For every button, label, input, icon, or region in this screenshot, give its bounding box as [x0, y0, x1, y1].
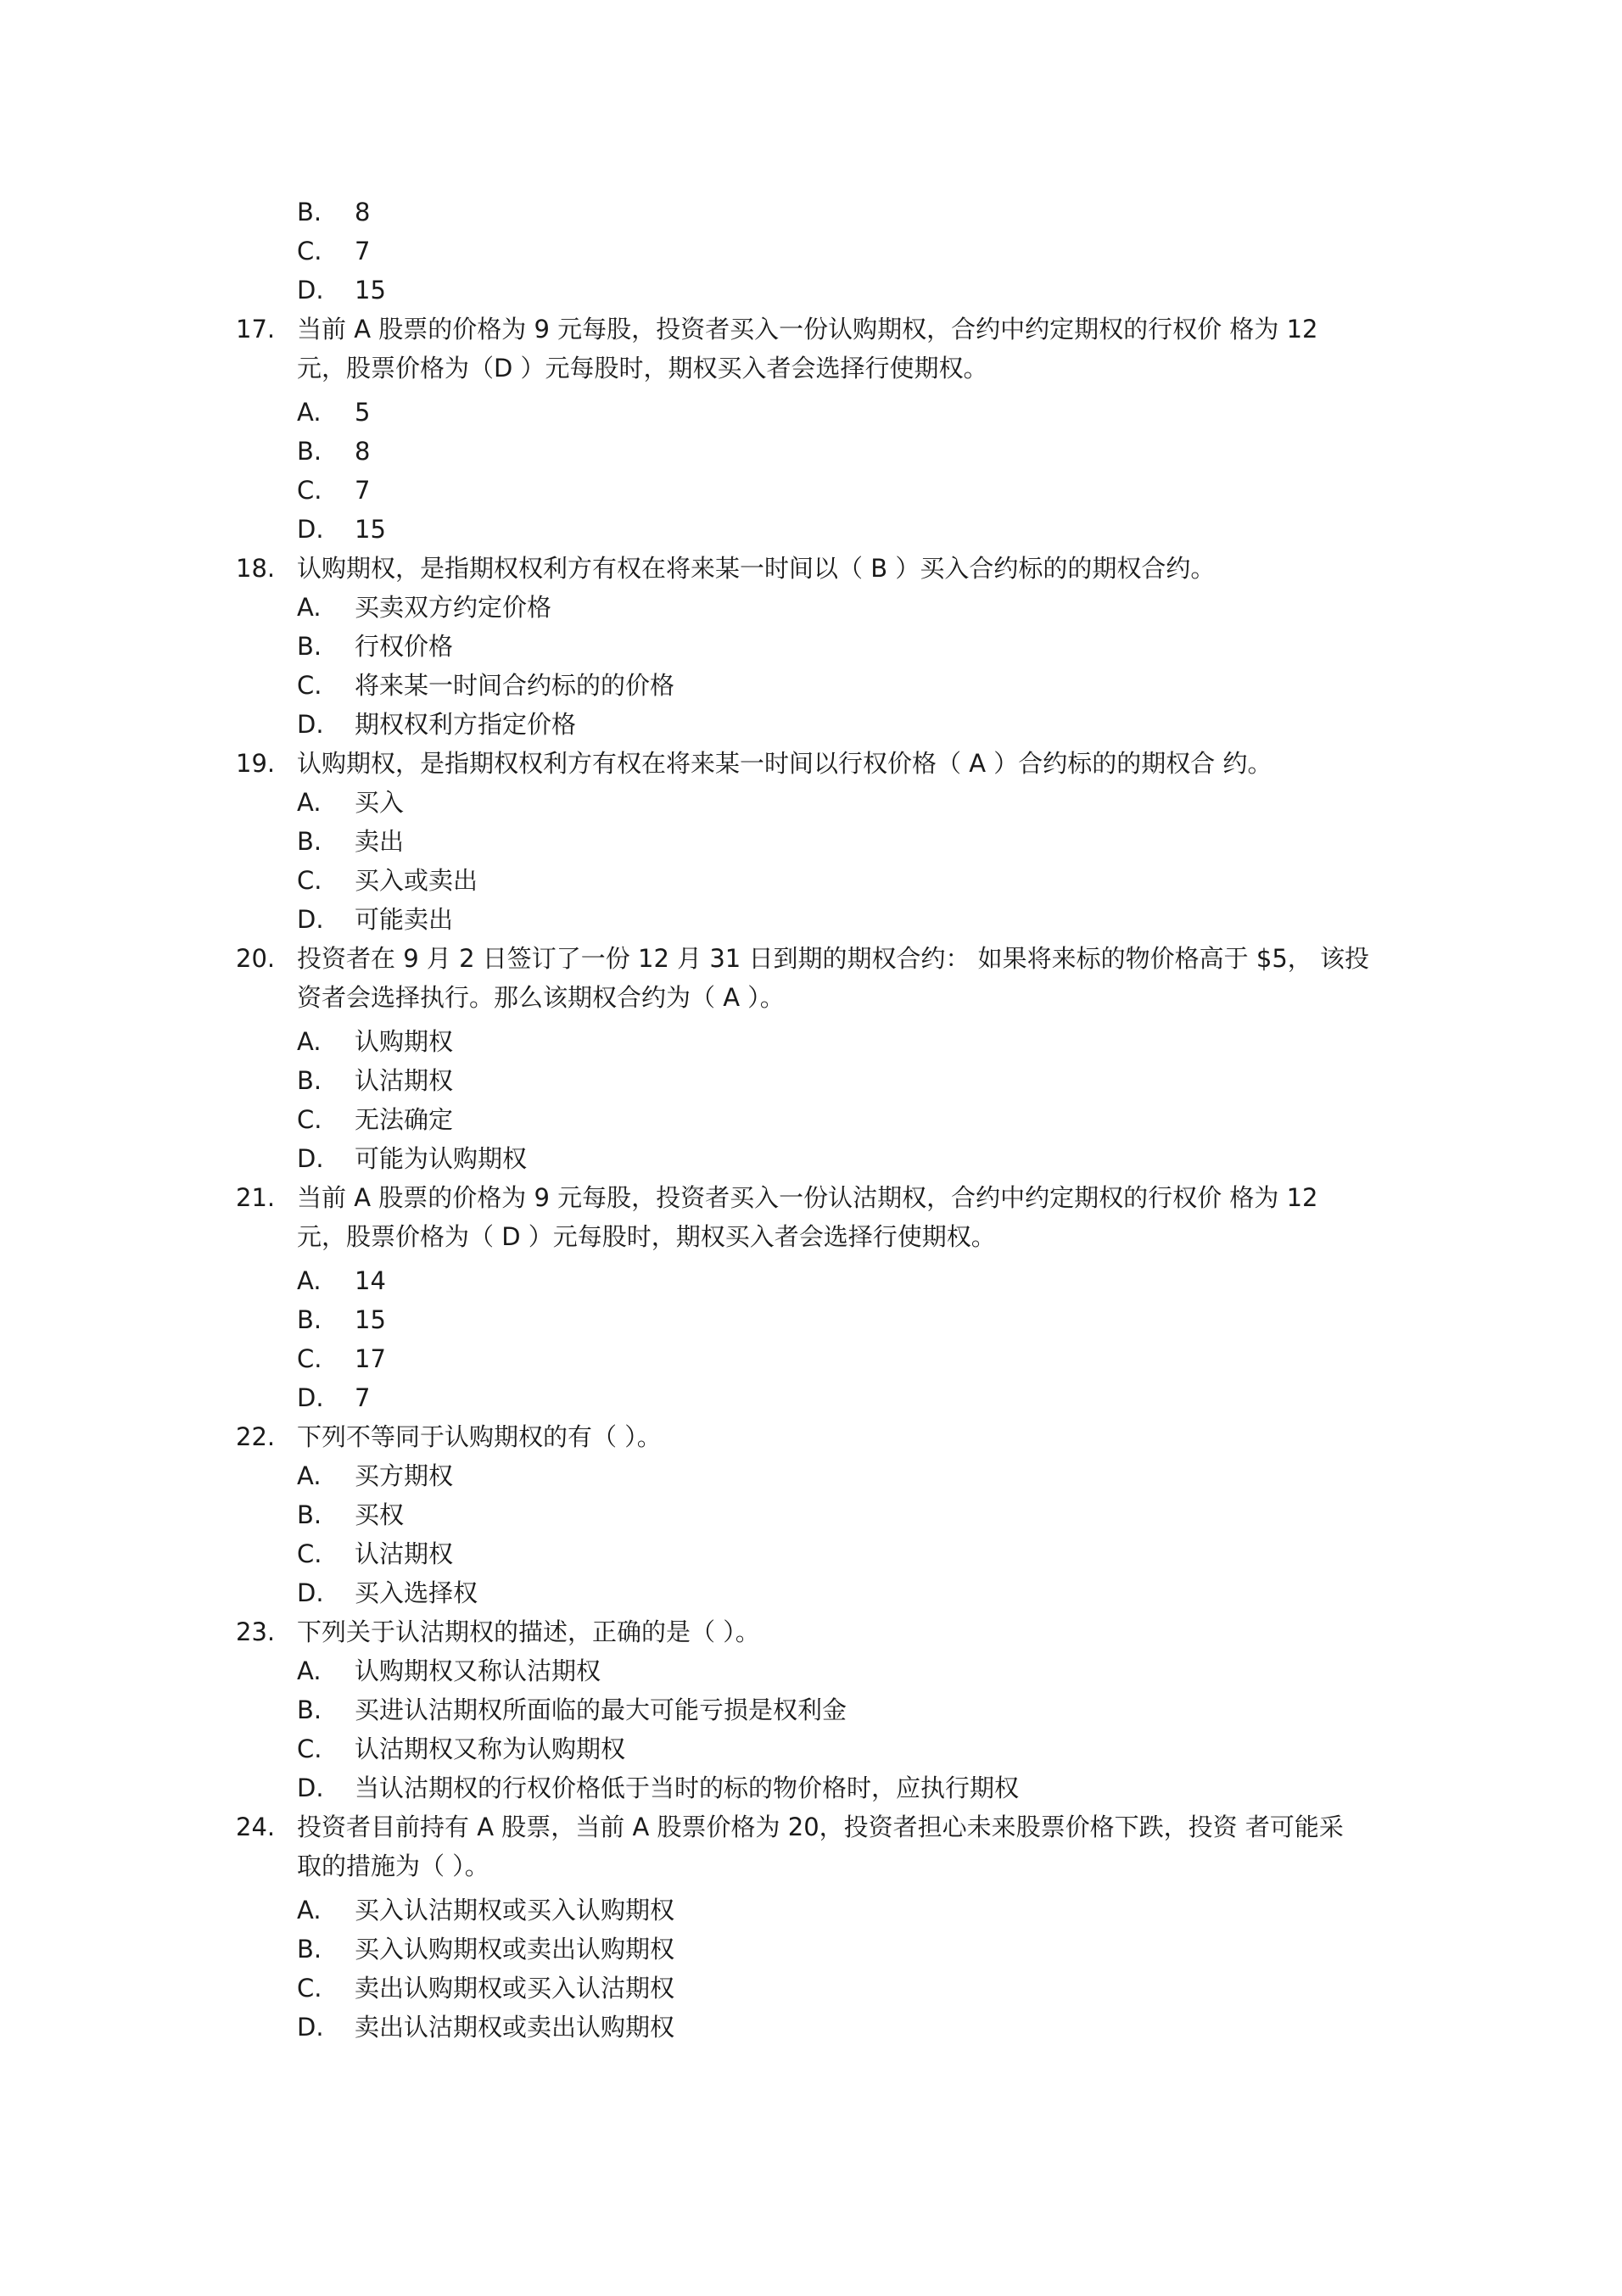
option-text: 8 [355, 198, 371, 226]
question-item [236, 939, 1398, 1178]
option-letter: D. [297, 2013, 324, 2042]
answer-option [236, 271, 1398, 310]
option-text: 卖出认沽期权或卖出认购期权 [355, 2013, 675, 2042]
option-letter: C. [297, 671, 322, 700]
question-number: 20. [236, 944, 276, 973]
answer-option [236, 1768, 1398, 1807]
answer-option [236, 1651, 1398, 1690]
option-letter: C. [297, 1735, 322, 1763]
option-letter: B. [297, 1500, 322, 1529]
option-letter: A. [297, 1266, 322, 1295]
question-text-line: 认购期权，是指期权权利方有权在将来某一时间以（ B ）买入合约标的的期权合约。 [297, 554, 1216, 583]
question-text-line: 下列不等同于认购期权的有（ ）。 [297, 1422, 662, 1451]
option-text: 买卖双方约定价格 [355, 593, 552, 622]
option-text: 将来某一时间合约标的的价格 [355, 671, 675, 700]
option-text: 买入或卖出 [355, 866, 478, 895]
question-item [236, 744, 1398, 939]
question-text-line: 当前 A 股票的价格为 9 元每股，投资者买入一份认沽期权，合约中约定期权的行权价 格为 12 [297, 1183, 1318, 1212]
option-letter: D. [297, 905, 324, 934]
answer-option [236, 1891, 1398, 1930]
option-letter: C. [297, 1539, 322, 1568]
question-text-line: 当前 A 股票的价格为 9 元每股，投资者买入一份认购期权，合约中约定期权的行权价 格为 12 [297, 315, 1318, 344]
answer-option [236, 900, 1398, 939]
question-stem [236, 1807, 1398, 1885]
answer-option [236, 193, 1398, 232]
answer-option [236, 1729, 1398, 1768]
answer-option [236, 822, 1398, 861]
option-letter: B. [297, 1305, 322, 1334]
option-text: 当认沽期权的行权价格低于当时的标的物价格时，应执行期权 [355, 1774, 1020, 1802]
option-letter: C. [297, 1974, 322, 2003]
option-text: 15 [355, 276, 386, 304]
option-text: 买入认沽期权或买入认购期权 [355, 1896, 675, 1925]
question-stem [236, 310, 1398, 388]
option-text: 买权 [355, 1500, 405, 1529]
answer-option [236, 588, 1398, 627]
option-letter: C. [297, 476, 322, 505]
option-text: 认沽期权 [355, 1066, 454, 1095]
answer-option [236, 432, 1398, 471]
option-letter: D. [297, 710, 324, 739]
question-text-line: 资者会选择执行。那么该期权合约为（ A ）。 [297, 983, 785, 1012]
question-number: 21. [236, 1183, 276, 1212]
option-letter: D. [297, 276, 324, 304]
option-letter: B. [297, 1695, 322, 1724]
answer-option [236, 1261, 1398, 1300]
option-letter: A. [297, 398, 322, 427]
option-letter: D. [297, 1774, 324, 1802]
option-letter: C. [297, 866, 322, 895]
answer-option [236, 666, 1398, 705]
option-letter: B. [297, 437, 322, 466]
option-text: 无法确定 [355, 1105, 454, 1134]
question-text-line: 认购期权，是指期权权利方有权在将来某一时间以行权价格（ A ）合约标的的期权合 约。 [297, 749, 1272, 778]
option-letter: A. [297, 1027, 322, 1056]
option-text: 7 [355, 237, 371, 265]
option-text: 14 [355, 1266, 386, 1295]
question-number: 18. [236, 554, 276, 583]
question-number: 17. [236, 315, 276, 344]
answer-option [236, 1534, 1398, 1573]
question-item [236, 310, 1398, 549]
answer-option [236, 705, 1398, 744]
answer-option [236, 1339, 1398, 1378]
option-letter: A. [297, 1896, 322, 1925]
option-text: 7 [355, 476, 371, 505]
option-text: 认沽期权 [355, 1539, 454, 1568]
question-number: 22. [236, 1422, 276, 1451]
answer-option [236, 1300, 1398, 1339]
option-text: 可能为认购期权 [355, 1144, 528, 1173]
question-text-line: 投资者在 9 月 2 日签订了一份 12 月 31 日到期的期权合约： 如果将来标的物价格高于 $5， 该投 [297, 944, 1370, 973]
answer-option [236, 1690, 1398, 1729]
answer-option [236, 1456, 1398, 1495]
question-list [236, 193, 1398, 2047]
question-number: 23. [236, 1617, 276, 1646]
answer-option [236, 1573, 1398, 1612]
question-text-line: 元，股票价格为（ D ）元每股时，期权买入者会选择行使期权。 [297, 1222, 996, 1251]
answer-option [236, 783, 1398, 822]
option-letter: C. [297, 1344, 322, 1373]
question-stem [236, 744, 1398, 783]
option-letter: D. [297, 515, 324, 544]
option-letter: C. [297, 1105, 322, 1134]
answer-option [236, 627, 1398, 666]
option-text: 5 [355, 398, 371, 427]
option-text: 17 [355, 1344, 386, 1373]
option-text: 认沽期权又称为认购期权 [355, 1735, 626, 1763]
option-text: 15 [355, 515, 386, 544]
question-item [236, 1178, 1398, 1417]
option-letter: D. [297, 1578, 324, 1607]
option-text: 买方期权 [355, 1461, 454, 1490]
option-text: 可能卖出 [355, 905, 454, 934]
answer-option [236, 1495, 1398, 1534]
option-text: 8 [355, 437, 371, 466]
question-stem [236, 1612, 1398, 1651]
option-letter: B. [297, 1935, 322, 1964]
answer-option [236, 471, 1398, 510]
option-text: 买进认沽期权所面临的最大可能亏损是权利金 [355, 1695, 847, 1724]
answer-option [236, 1930, 1398, 1969]
question-text-line: 投资者目前持有 A 股票，当前 A 股票价格为 20，投资者担心未来股票价格下跌，投资 者可能采 [297, 1813, 1344, 1841]
option-letter: D. [297, 1144, 324, 1173]
question-stem [236, 549, 1398, 588]
option-text: 期权权利方指定价格 [355, 710, 577, 739]
option-text: 卖出 [355, 827, 405, 856]
question-number: 19. [236, 749, 276, 778]
question-item [236, 549, 1398, 744]
option-text: 买入认购期权或卖出认购期权 [355, 1935, 675, 1964]
option-text: 认购期权又称认沽期权 [355, 1656, 601, 1685]
option-letter: B. [297, 1066, 322, 1095]
answer-option [236, 232, 1398, 271]
option-text: 15 [355, 1305, 386, 1334]
option-letter: A. [297, 1656, 322, 1685]
answer-option [236, 1061, 1398, 1100]
option-letter: D. [297, 1383, 324, 1412]
option-text: 认购期权 [355, 1027, 454, 1056]
option-text: 行权价格 [355, 632, 454, 661]
question-stem [236, 1178, 1398, 1256]
question-stem [236, 1417, 1398, 1456]
option-letter: B. [297, 198, 322, 226]
answer-option [236, 1022, 1398, 1061]
option-letter: A. [297, 788, 322, 817]
question-item [236, 1612, 1398, 1807]
option-letter: B. [297, 632, 322, 661]
answer-option [236, 510, 1398, 549]
answer-option [236, 1378, 1398, 1417]
option-text: 买入 [355, 788, 405, 817]
answer-option [236, 1969, 1398, 2008]
answer-option [236, 393, 1398, 432]
previous-question-options [236, 193, 1398, 310]
question-text-line: 取的措施为（ ）。 [297, 1852, 489, 1880]
answer-option [236, 1139, 1398, 1178]
question-item [236, 1417, 1398, 1612]
question-number: 24. [236, 1813, 276, 1841]
option-letter: A. [297, 1461, 322, 1490]
question-item [236, 1807, 1398, 2047]
option-text: 卖出认购期权或买入认沽期权 [355, 1974, 675, 2003]
option-letter: B. [297, 827, 322, 856]
question-text-line: 下列关于认沽期权的描述，正确的是（ ）。 [297, 1617, 760, 1646]
option-letter: C. [297, 237, 322, 265]
question-stem [236, 939, 1398, 1017]
answer-option [236, 2008, 1398, 2047]
question-text-line: 元，股票价格为（D ）元每股时，期权买入者会选择行使期权。 [297, 354, 988, 383]
option-letter: A. [297, 593, 322, 622]
answer-option [236, 861, 1398, 900]
option-text: 7 [355, 1383, 371, 1412]
answer-option [236, 1100, 1398, 1139]
option-text: 买入选择权 [355, 1578, 478, 1607]
